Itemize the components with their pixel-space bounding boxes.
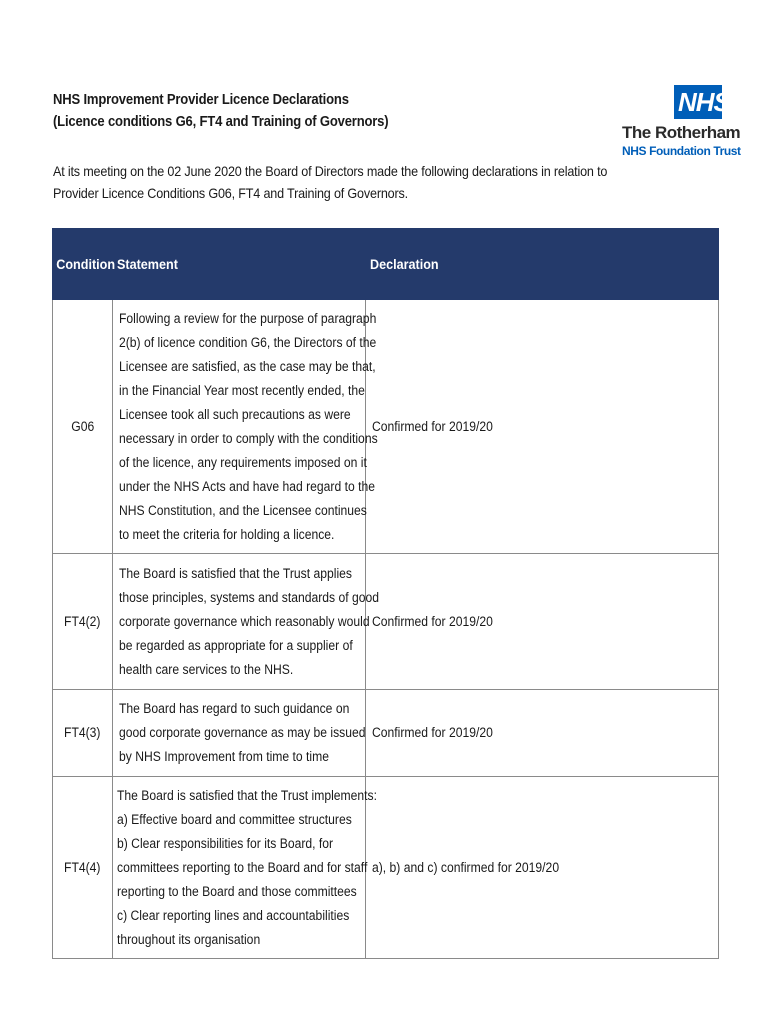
statement-line: be regarded as appropriate for a supplier of [119, 637, 353, 653]
statement-cell [113, 690, 366, 777]
intro-paragraph: At its meeting on the 02 June 2020 the Board of Directors made the following declarations in relation to Provider Licence Conditions G06, FT4 and Training of Governors. [53, 163, 608, 201]
statement-line: b) Clear responsibilities for its Board, for [117, 835, 334, 851]
declaration-cell: Confirmed for 2019/20 [366, 300, 719, 554]
statement-line: Following a review for the purpose of paragraph [119, 310, 377, 326]
statement-line: corporate governance which reasonably would [119, 613, 370, 629]
declaration-cell: Confirmed for 2019/20 [366, 554, 719, 690]
statement-cell [113, 554, 380, 690]
condition-cell: G06 [53, 300, 113, 554]
statement-line: necessary in order to comply with the conditions [119, 430, 378, 446]
statement-cell [113, 777, 378, 959]
statement-line: reporting to the Board and those committees [117, 883, 357, 899]
statement-line: throughout its organisation [117, 931, 261, 947]
condition-cell: FT4(4) [53, 777, 113, 959]
condition-cell: FT4(2) [53, 554, 113, 690]
statement-line: c) Clear reporting lines and accountabilities [117, 907, 350, 923]
table-row [53, 554, 719, 690]
statement-line: a) Effective board and committee structures [117, 811, 352, 827]
nhs-logo-mark: NHS [674, 85, 722, 119]
declarations-table [52, 228, 719, 959]
table-row [53, 777, 719, 959]
statement-line: good corporate governance as may be issued [119, 725, 366, 740]
logo-org-sub: NHS Foundation Trust [622, 144, 741, 158]
statement-line: The Board has regard to such guidance on [119, 701, 350, 716]
statement-line: those principles, systems and standards of good [119, 589, 380, 605]
table-header-row [53, 229, 719, 300]
statement-line: in the Financial Year most recently ended, the [119, 382, 365, 398]
statement-line: committees reporting to the Board and for staff [117, 859, 368, 875]
statement-cell [113, 300, 378, 554]
statement-line: The Board is satisfied that the Trust implements: [117, 787, 378, 803]
table-row [53, 690, 719, 777]
statement-line: to meet the criteria for holding a licence. [119, 526, 335, 542]
statement-line: Licensee are satisfied, as the case may be that, [119, 358, 376, 374]
logo-org-name: The Rotherham [622, 123, 741, 142]
statement-line: by NHS Improvement from time to time [119, 749, 329, 764]
header-declaration: Declaration [366, 229, 719, 300]
declaration-cell: Confirmed for 2019/20 [366, 690, 719, 777]
statement-line: 2(b) of licence condition G6, the Directors of the [119, 334, 377, 350]
header-statement: Statement [113, 229, 366, 300]
statement-line: of the licence, any requirements imposed on it [119, 454, 367, 470]
title-line-1: NHS Improvement Provider Licence Declarations [53, 92, 349, 108]
statement-line: Licensee took all such precautions as were [119, 406, 351, 422]
table-row [53, 300, 719, 554]
declaration-cell: a), b) and c) confirmed for 2019/20 [366, 777, 719, 959]
document-title [53, 89, 521, 133]
statement-line: NHS Constitution, and the Licensee continues [119, 502, 367, 518]
condition-cell: FT4(3) [53, 690, 113, 777]
statement-line: health care services to the NHS. [119, 661, 294, 677]
nhs-trust-logo [622, 85, 741, 159]
header-condition: Condition [53, 229, 113, 300]
statement-line: The Board is satisfied that the Trust applies [119, 565, 353, 581]
statement-line: under the NHS Acts and have had regard to the [119, 478, 375, 494]
title-line-2: (Licence conditions G6, FT4 and Training of Governors) [53, 114, 389, 130]
